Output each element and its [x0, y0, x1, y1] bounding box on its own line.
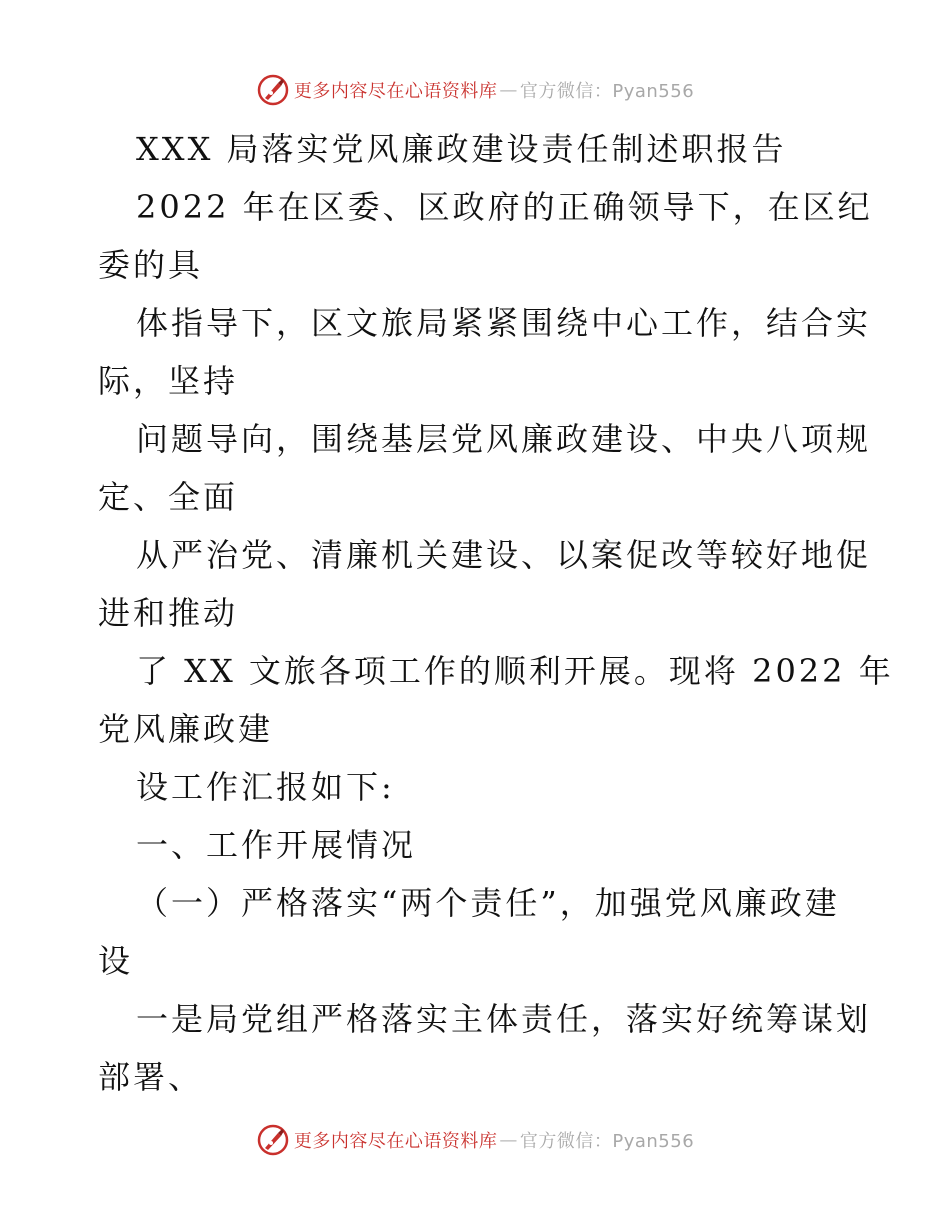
text-line: 进和推动	[98, 594, 239, 632]
watermark-separator: —	[499, 1129, 518, 1151]
text-line: 定、全面	[98, 478, 239, 516]
pen-logo-icon	[256, 73, 290, 107]
text-line: 2022 年在区委、区政府的正确领导下，在区纪	[136, 188, 873, 226]
text-line: 体指导下，区文旅局紧紧围绕中心工作，结合实	[136, 304, 872, 342]
text-line: 委的具	[98, 246, 204, 284]
text-line: 一是局党组严格落实主体责任，落实好统筹谋划	[136, 1000, 872, 1038]
text-line: 际，坚持	[98, 362, 239, 400]
text-line: 了 XX 文旅各项工作的顺利开展。现将 2022 年	[136, 652, 894, 690]
text-line: 设工作汇报如下:	[136, 768, 395, 806]
text-line: （一）严格落实“两个责任”，加强党风廉政建	[136, 884, 840, 922]
document-body	[98, 120, 894, 1106]
text-line: 一、工作开展情况	[136, 826, 417, 864]
text-line: 部署、	[98, 1058, 204, 1096]
watermark-separator: —	[499, 79, 518, 101]
text-line: 从严治党、清廉机关建设、以案促改等较好地促	[136, 536, 872, 574]
watermark-wechat: 官方微信：Pyan556	[519, 81, 695, 102]
header-watermark	[0, 70, 950, 110]
document-title: XXX 局落实党风廉政建设责任制述职报告	[136, 130, 787, 168]
footer-watermark	[0, 1120, 950, 1160]
text-line: 问题导向，围绕基层党风廉政建设、中央八项规	[136, 420, 872, 458]
text-line: 设	[98, 942, 134, 980]
text-line: 党风廉政建	[98, 710, 274, 748]
watermark-text: 更多内容尽在心语资料库	[293, 1131, 498, 1152]
pen-logo-icon	[256, 1123, 290, 1157]
watermark-text: 更多内容尽在心语资料库	[293, 81, 498, 102]
watermark-wechat: 官方微信：Pyan556	[519, 1131, 695, 1152]
